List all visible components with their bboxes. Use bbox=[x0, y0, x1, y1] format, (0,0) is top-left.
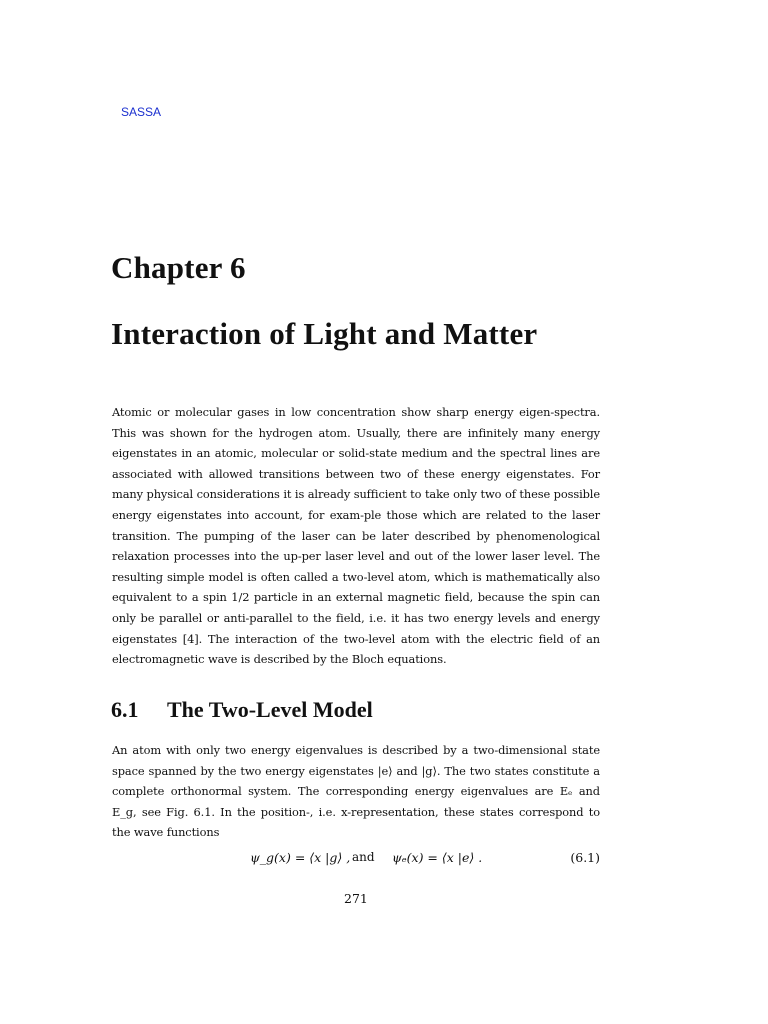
section-title: The Two-Level Model bbox=[167, 697, 373, 722]
page-number: 271 bbox=[344, 891, 368, 906]
equation-number: (6.1) bbox=[570, 850, 600, 865]
equation-connector: and bbox=[352, 850, 375, 864]
equation-6-1 bbox=[112, 850, 600, 872]
running-header-tag: SASSA bbox=[121, 105, 162, 119]
section-heading bbox=[111, 697, 373, 723]
intro-paragraph: Atomic or molecular gases in low concentration show sharp energy eigen-spectra. This was shown for the hydrogen atom. Usually, there are infinitely many energy eigenstates in an atomic, molecular or solid-state medium and the spectral lines are associated with allowed transitions between two of these energy eigenstates. For many physical considerations it is already sufficient to take only two of these possible energy eigenstates into account, for exam-ple those which are related to the laser transition. The pumping of the laser can be later described by phenomenological relaxation processes into the up-per laser level and out of the lower laser level. The resulting simple model is often called a two-level atom, which is mathematically also equivalent to a spin 1/2 particle in an external magnetic field, because the spin can only be parallel or anti-parallel to the field, i.e. it has two energy levels and energy eigenstates [4]. The interaction of the two-level atom with the electric field of an electromagnetic wave is described by the Bloch equations. bbox=[112, 405, 600, 667]
equation-left-side: ψ_g(x) = ⟨x |g⟩ , bbox=[250, 850, 351, 865]
chapter-title: Interaction of Light and Matter bbox=[111, 316, 538, 351]
section-paragraph: An atom with only two energy eigenvalues is described by a two-dimensional state space spanned by the two energy eigenstates |e⟩ and |g⟩. The two states constitute a complete orthonormal system. The corresponding energy eigenvalues are Eₑ and E_g, see Fig. 6.1. In the position-, i.e. x-representation, these states correspond to the wave functions bbox=[112, 743, 600, 840]
equation-right-side: ψₑ(x) = ⟨x |e⟩ . bbox=[392, 850, 483, 865]
chapter-label: Chapter 6 bbox=[111, 250, 246, 285]
section-number: 6.1 bbox=[111, 697, 139, 722]
